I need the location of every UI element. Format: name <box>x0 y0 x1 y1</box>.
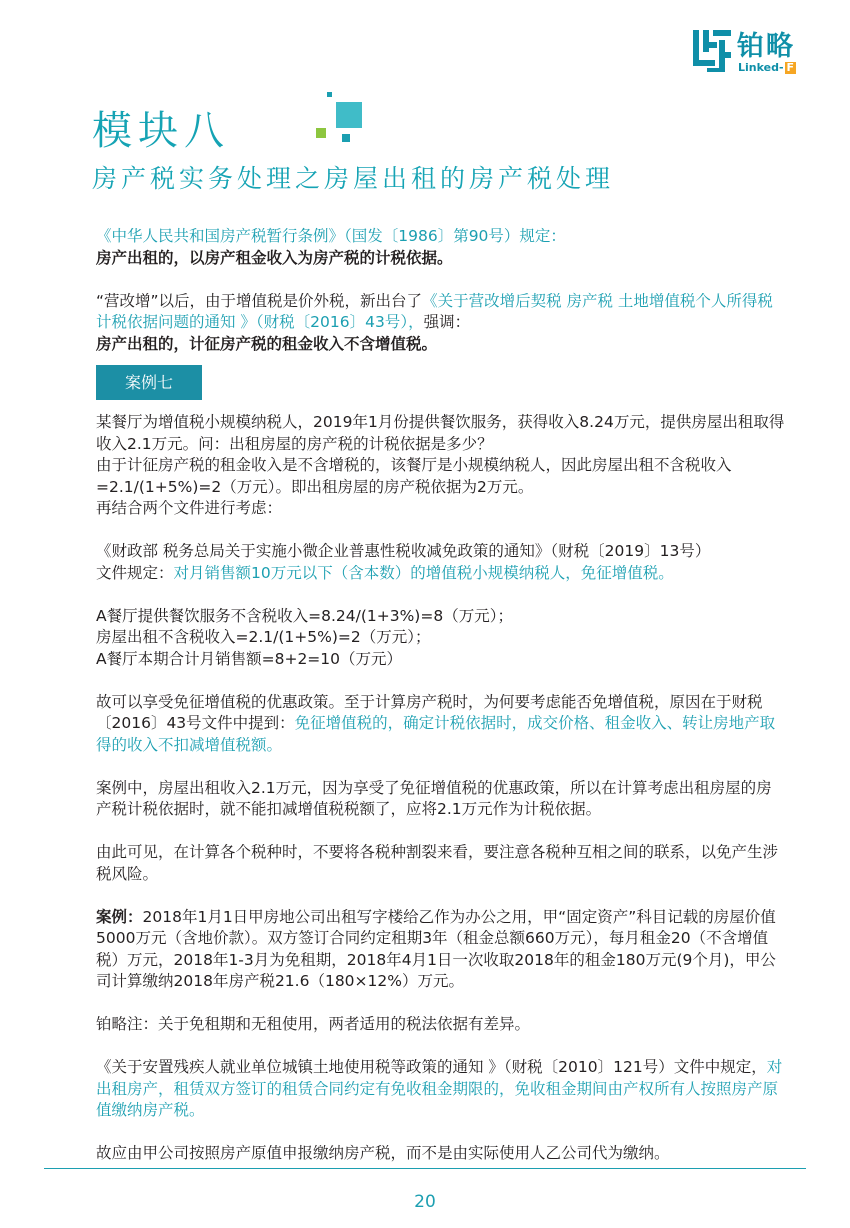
policy-rule-highlight: 对月销售额10万元以下（含本数）的增值税小规模纳税人，免征增值税。 <box>173 563 674 582</box>
brand-logo <box>693 30 817 74</box>
author-note: 铂略注：关于免租期和无租使用，两者适用的税法依据有差异。 <box>96 1015 531 1033</box>
module-title: 模块八 <box>92 108 230 154</box>
brand-name-en: Linked- F <box>738 61 795 74</box>
final-conclusion: 故应由甲公司按照房产原值申报缴纳房产税，而不是由实际使用人乙公司代为缴纳。 <box>96 1144 670 1162</box>
vat-reform-rule: 房产出租的，计征房产税的租金收入不含增值税。 <box>96 334 438 353</box>
case7-followup: 再结合两个文件进行考虑： <box>96 499 283 517</box>
insight-paragraph: 由此可见，在计算各个税种时，不要将各税种割裂来看，要注意各税种互相之间的联系，以免产生涉税风险。 <box>96 843 779 883</box>
case-conclusion: 案例中，房屋出租收入2.1万元，因为享受了免征增值税的优惠政策，所以在计算考虑出租房屋的房产税计税依据时，就不能扣减增值税税额了，应将2.1万元作为计税依据。 <box>96 778 772 818</box>
case2-paragraph: 案例：2018年1月1日甲房地公司出租写字楼给乙作为办公之用，甲“固定资产”科目记载的房屋价值5000万元（含地价款）。双方签订合同约定租期3年（租金总额660万元），每月租金20（不含增值税）万元，2018年1-3月为免租期，2018年4月1日一次收取2018年的租金180万元(9个月)，甲公司计算缴纳2018年房产税21.6（180×12%）万元。 <box>96 907 776 990</box>
calculation-line: 房屋出租不含税收入=2.1/(1+5%)=2（万元）； <box>96 628 431 646</box>
module-subtitle: 房产税实务处理之房屋出租的房产税处理 <box>92 164 615 193</box>
regulation-rule: 房产出租的，以房产租金收入为房产税的计税依据。 <box>96 248 453 267</box>
policy2-highlight: 对出租房产，租赁双方签订的租赁合同约定有免收租金期限的，免收租金期间由产权所有人按照房产原值缴纳房产税。 <box>96 1058 783 1119</box>
policy-rule: 文件规定：对月销售额10万元以下（含本数）的增值税小规模纳税人，免征增值税。 <box>96 563 674 582</box>
decorative-squares-icon <box>316 92 366 144</box>
footer-divider <box>44 1168 806 1169</box>
case7-analysis: 由于计征房产税的租金收入是不含增税的，该餐厅是小规模纳税人，因此房屋出租不含税收入=2.1/(1+5%)=2（万元）。即出租房屋的房产税依据为2万元。 <box>96 456 732 496</box>
notice-reference: 《关于营改增后契税 房产税 土地增值税个人所得税计税依据问题的通知 》（财税〔2016〕43号）， <box>96 291 773 331</box>
policy2-paragraph: 《关于安置残疾人就业单位城镇土地使用税等政策的通知 》（财税〔2010〕121号）文件中规定，对出租房产，租赁双方签订的租赁合同约定有免收租金期限的，免收租金期间由产权所有人按照房产原值缴纳房产税。 <box>96 1058 783 1119</box>
exemption-highlight: 免征增值税的，确定计税依据时，成交价格、租金收入、转让房地产取得的收入不扣减增值税额。 <box>96 714 776 754</box>
case7-question: 某餐厅为增值税小规模纳税人，2019年1月份提供餐饮服务，获得收入8.24万元，提供房屋出租取得收入2.1万元。问：出租房屋的房产税的计税依据是多少？ <box>96 413 785 453</box>
document-body <box>96 226 786 1165</box>
case2-label: 案例： <box>96 907 143 926</box>
vat-reform-paragraph: “营改增”以后，由于增值税是价外税，新出台了《关于营改增后契税 房产税 土地增值税个人所得税计税依据问题的通知 》（财税〔2016〕43号），强调： <box>96 291 773 331</box>
calculation-line: A餐厅本期合计月销售额=8+2=10（万元） <box>96 649 403 668</box>
linked-f-logo-icon <box>693 30 733 72</box>
regulation-reference: 《中华人民共和国房产税暂行条例》（国发〔1986〕第90号）规定： <box>96 227 566 245</box>
policy-reference: 《财政部 税务总局关于实施小微企业普惠性税收减免政策的通知》（财税〔2019〕13号） <box>96 542 711 560</box>
brand-name-cn: 铂略 <box>737 31 795 62</box>
page-number: 20 <box>414 1192 436 1212</box>
calculation-line: A餐厅提供餐饮服务不含税收入=8.24/(1+3%)=8（万元）； <box>96 606 513 625</box>
brand-badge: F <box>786 61 795 74</box>
exemption-paragraph: 故可以享受免征增值税的优惠政策。至于计算房产税时，为何要考虑能否免增值税，原因在于财税〔2016〕43号文件中提到：免征增值税的，确定计税依据时，成交价格、租金收入、转让房地产取得的收入不扣减增值税额。 <box>96 692 776 754</box>
case-label-box: 案例七 <box>96 365 202 400</box>
